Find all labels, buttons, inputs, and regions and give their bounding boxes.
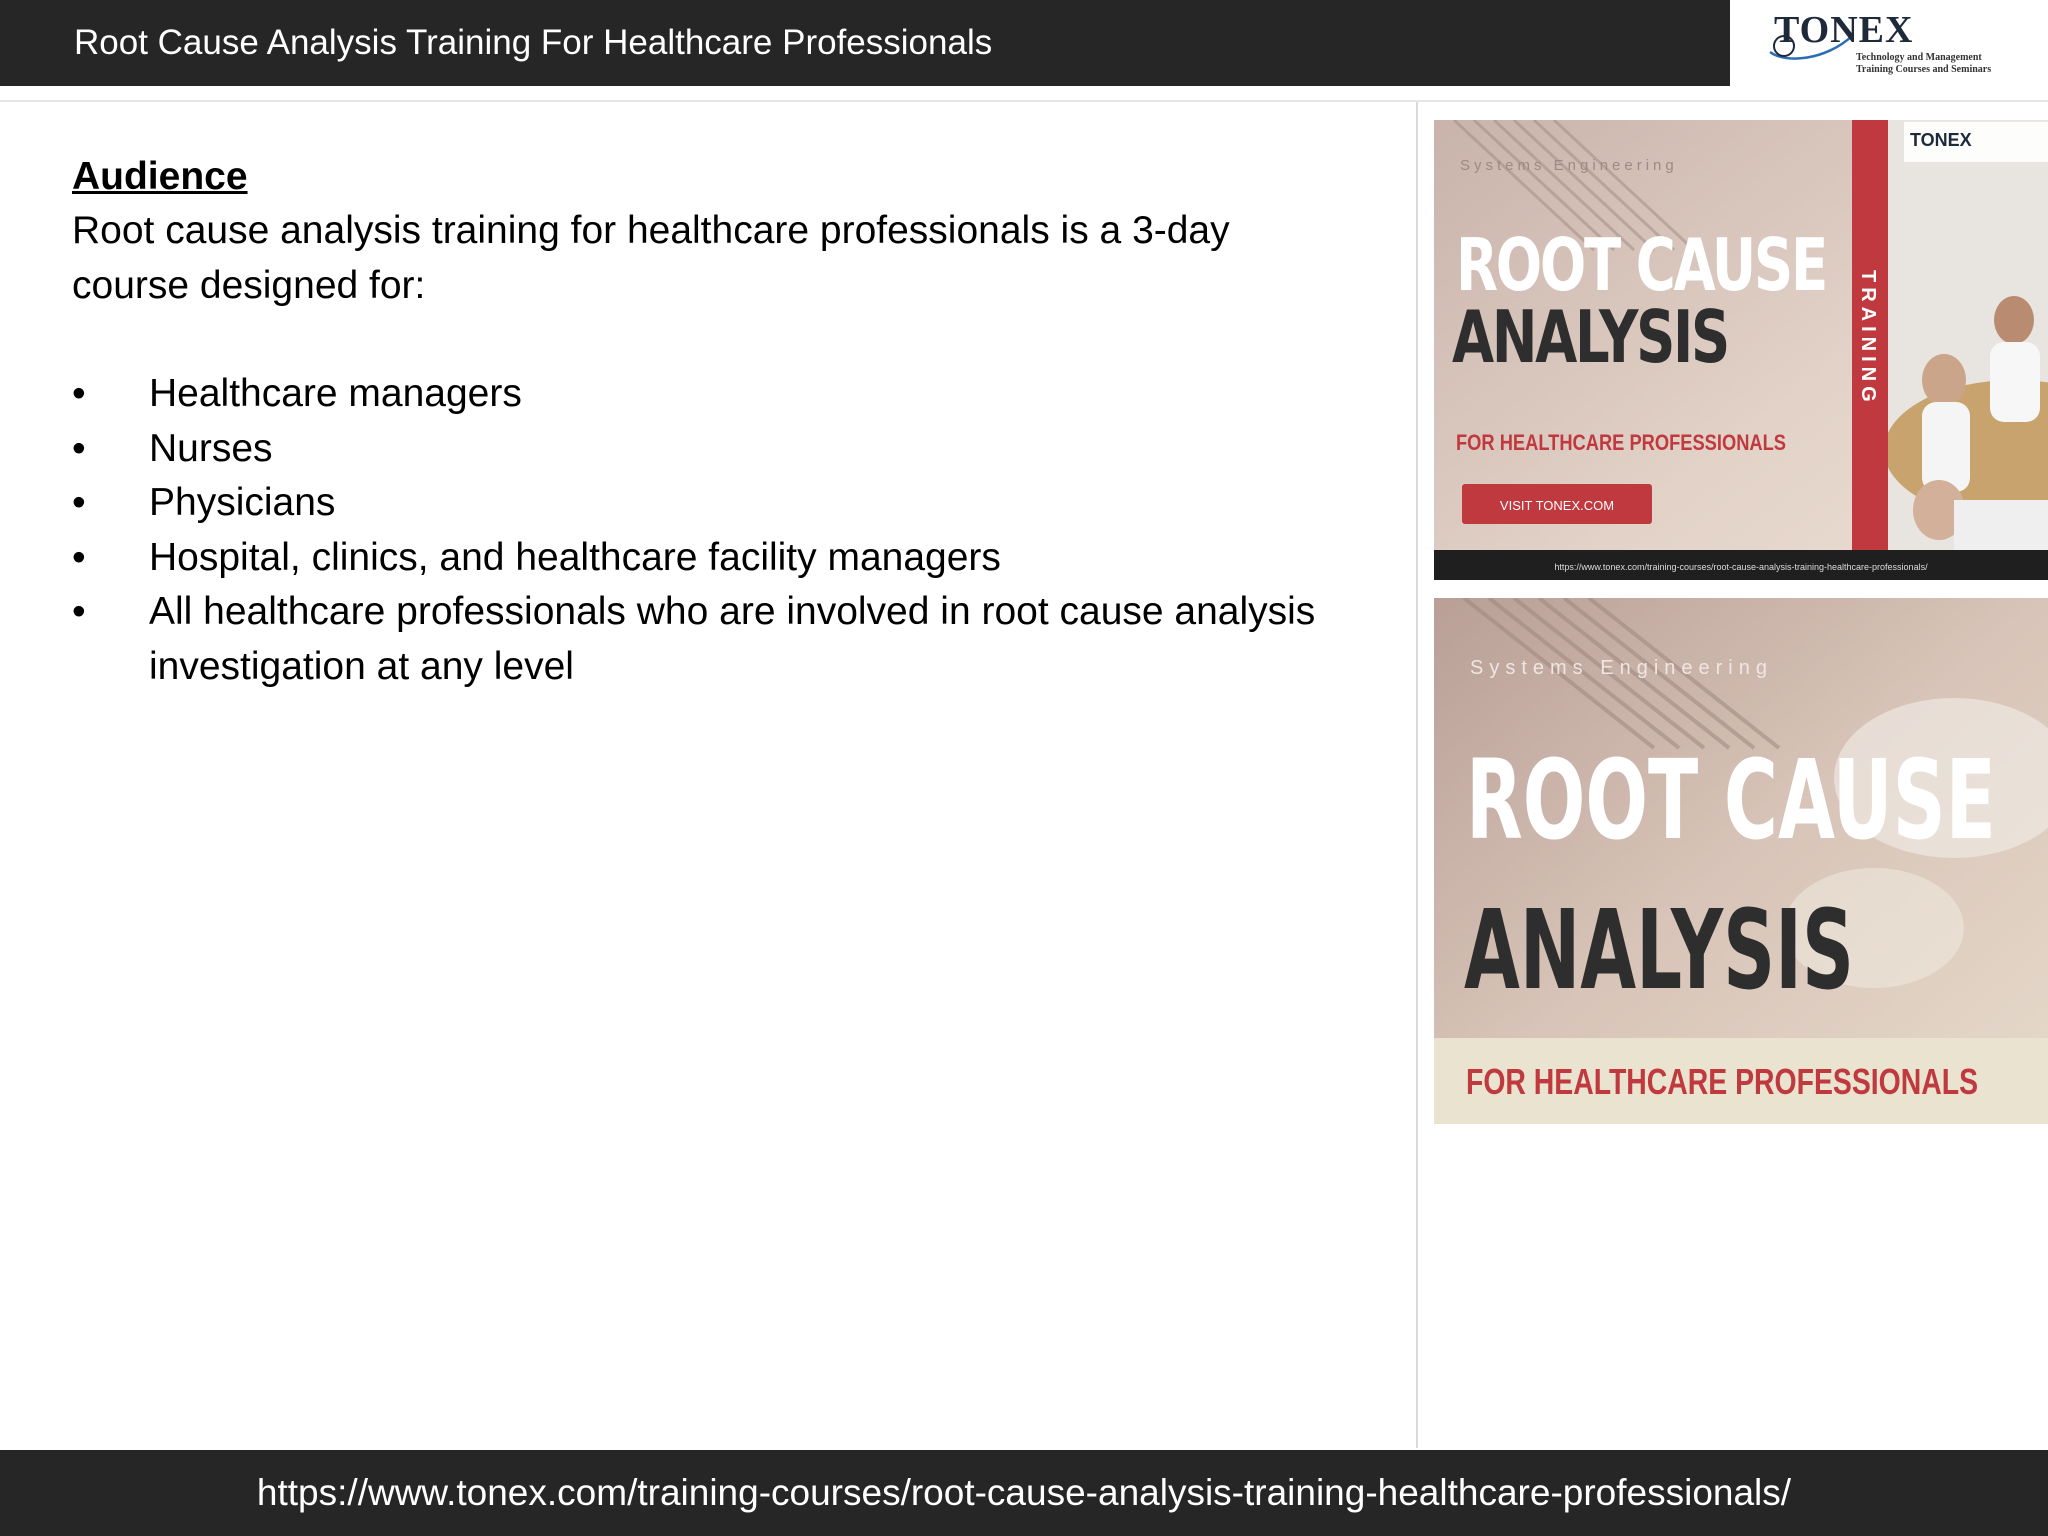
bullet-icon: • [72,535,86,579]
poster-line1: ROOT CAUSE [1456,223,1826,307]
list-item [72,422,1349,477]
poster-url: https://www.tonex.com/training-courses/root-cause-analysis-training-healthcare-professionals/ [1554,562,1928,572]
poster-line2: ANALYSIS [1464,886,1854,1014]
slide-title: Root Cause Analysis Training For Healthcare Professionals [74,23,993,62]
poster-logo: TONEX [1910,130,1972,150]
poster-line3: FOR HEALTHCARE PROFESSIONALS [1466,1061,1978,1102]
footer-bar [0,1450,2048,1536]
list-item-text: Nurses [149,426,273,470]
bullet-icon: • [72,481,86,524]
section-heading: Audience [72,155,248,198]
course-poster-image [1434,120,2048,580]
poster-line3: FOR HEALTHCARE PROFESSIONALS [1456,430,1786,455]
side-label: TRAINING [1857,270,1879,407]
list-item [72,585,1349,694]
logo-tagline: Technology and Management [1856,52,1982,63]
bullet-icon: • [72,372,86,415]
audience-list [72,367,1372,694]
bullet-icon: • [72,426,86,470]
tonex-logo [1730,0,2048,86]
list-item [72,531,1349,586]
list-item-text: Physicians [149,481,336,524]
poster-line1: ROOT CAUSE [1466,736,1996,864]
logo-wordmark: TONEX [1774,9,1914,51]
footer-url-link[interactable]: https://www.tonex.com/training-courses/root-cause-analysis-training-healthcare-professionals/ [256,1472,1792,1513]
header-divider [0,100,2048,102]
poster-kicker: Systems Engineering [1470,657,1773,679]
header-bar [0,0,1730,86]
main-content [72,150,1372,694]
course-poster-image [1434,598,2048,1124]
logo-tagline: Training Courses and Seminars [1856,64,1992,75]
list-item-text: Healthcare managers [149,372,522,415]
poster-line2: ANALYSIS [1452,295,1728,379]
bullet-icon: • [72,590,86,633]
intro-paragraph: Root cause analysis training for healthcare professionals is a 3-day course designed for: [72,209,1230,307]
list-item [72,476,1349,531]
list-item-text: Hospital, clinics, and healthcare facility managers [149,535,1001,579]
list-item [72,367,1349,422]
visit-button-label: VISIT TONEX.COM [1499,498,1615,513]
column-divider [1416,102,1418,1448]
list-item-text: All healthcare professionals who are involved in root cause analysis investigation at any level [149,590,1316,688]
poster-kicker: Systems Engineering [1460,157,1678,174]
